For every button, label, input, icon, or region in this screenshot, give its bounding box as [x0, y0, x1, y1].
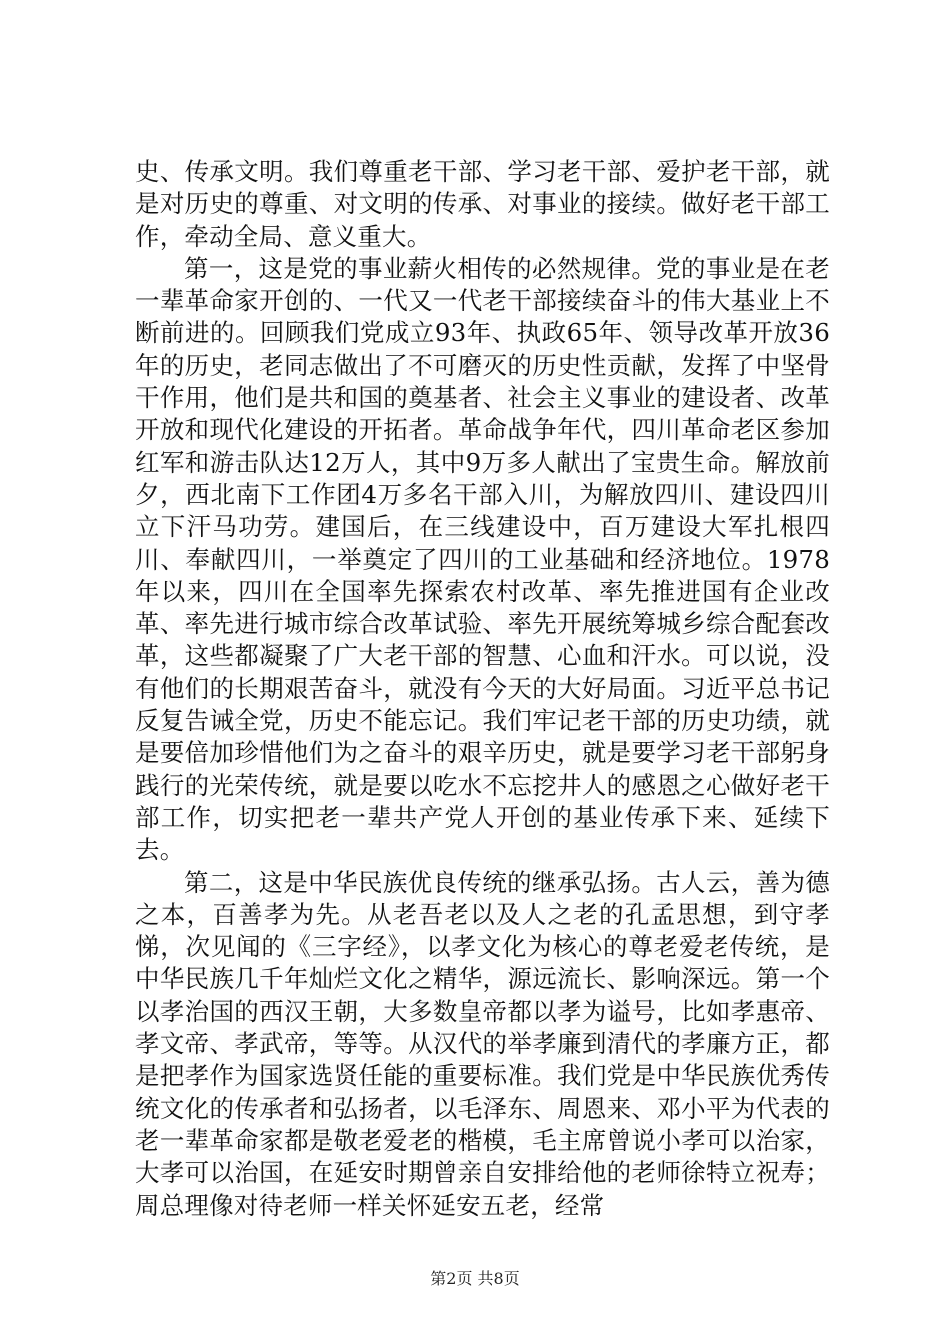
- page-number: 第2页 共8页: [430, 1269, 520, 1288]
- paragraph-continuation: 史、传承文明。我们尊重老干部、学习老干部、爱护老干部，就是对历史的尊重、对文明的传承、对事业的接续。做好老干部工作，牵动全局、意义重大。: [135, 157, 830, 251]
- page-footer: [0, 1266, 950, 1289]
- paragraph-second-point: 第二，这是中华民族优良传统的继承弘扬。古人云，善为德之本，百善孝为先。从老吾老以及人之老的孔孟思想，到守孝悌，次见闻的《三字经》，以孝文化为核心的尊老爱老传统，是中华民族几千年灿烂文化之精华，源远流长、影响深远。第一个以孝治国的西汉王朝，大多数皇帝都以孝为谥号，比如孝惠帝、孝文帝、孝武帝，等等。从汉代的举孝廉到清代的孝廉方正，都是把孝作为国家选贤任能的重要标准。我们党是中华民族优秀传统文化的传承者和弘扬者，以毛泽东、周恩来、邓小平为代表的老一辈革命家都是敬老爱老的楷模，毛主席曾说小孝可以治家，大孝可以治国，在延安时期曾亲自安排给他的老师徐特立祝寿；周总理像对待老师一样关怀延安五老，经常: [135, 867, 830, 1220]
- paragraph-first-point: 第一，这是党的事业薪火相传的必然规律。党的事业是在老一辈革命家开创的、一代又一代老干部接续奋斗的伟大基业上不断前进的。回顾我们党成立93年、执政65年、领导改革开放36年的历史，老同志做出了不可磨灭的历史性贡献，发挥了中坚骨干作用，他们是共和国的奠基者、社会主义事业的建设者、改革开放和现代化建设的开拓者。革命战争年代，四川革命老区参加红军和游击队达12万人，其中9万多人献出了宝贵生命。解放前夕，西北南下工作团4万多名干部入川，为解放四川、建设四川立下汗马功劳。建国后，在三线建设中，百万建设大军扎根四川、奉献四川，一举奠定了四川的工业基础和经济地位。1978年以来，四川在全国率先探索农村改革、率先推进国有企业改革、率先进行城市综合改革试验、率先开展统筹城乡综合配套改革，这些都凝聚了广大老干部的智慧、心血和汗水。可以说，没有他们的长期艰苦奋斗，就没有今天的大好局面。习近平总书记反复告诫全党，历史不能忘记。我们牢记老干部的历史功绩，就是要倍加珍惜他们为之奋斗的艰辛历史，就是要学习老干部躬身践行的光荣传统，就是要以吃水不忘挖井人的感恩之心做好老干部工作，切实把老一辈共产党人开创的基业传承下来、延续下去。: [135, 253, 830, 865]
- document-body: [135, 156, 830, 1222]
